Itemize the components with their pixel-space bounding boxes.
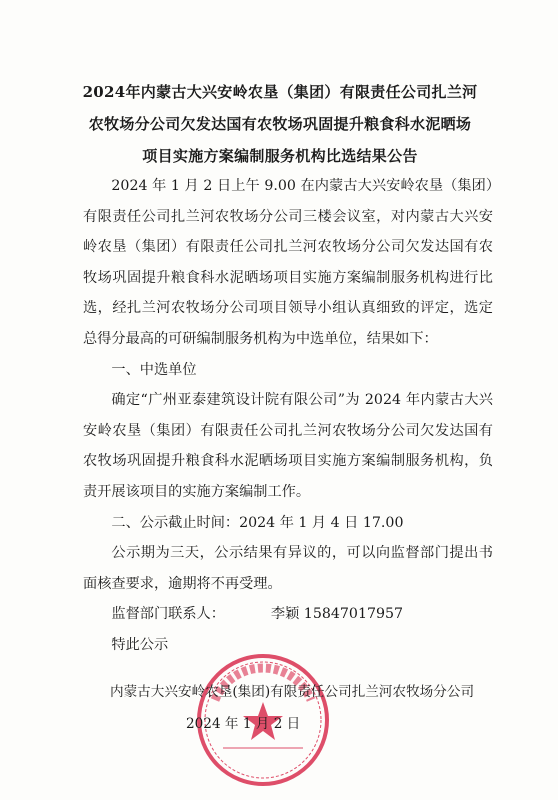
- contact-label: 监督部门联系人：: [111, 606, 225, 623]
- contact-value: 李颖 15847017957: [270, 606, 404, 623]
- section-1-paragraph: 确定“广州亚泰建筑设计院有限公司”为 2024 年内蒙古大兴安岭农垦（集团）有限责任公司扎兰河农牧场分公司欠发达国有农牧场巩固提升粮食科水泥晒场项目实施方案编制服务机构，负责开展该项目的实施方案编制工作。: [83, 392, 493, 500]
- title-line-1: 2024年内蒙古大兴安岭农垦（集团）有限责任公司扎兰河: [82, 83, 478, 101]
- closing-text: 特此公示: [111, 636, 169, 653]
- document-body: [83, 171, 493, 661]
- signature-company: 内蒙古大兴安岭农垦(集团)有限责任公司扎兰河农牧场分公司: [110, 684, 475, 700]
- section-2-heading: 二、公示截止时间：2024 年 1 月 4 日 17.00: [111, 514, 404, 531]
- title-line-3: 项目实施方案编制服务机构比选结果公告: [142, 147, 418, 165]
- signature-date: 2024 年 1 月 2 日: [186, 716, 301, 732]
- document-title: [60, 76, 500, 172]
- section-1-heading: 一、中选单位: [111, 361, 197, 378]
- section-2-paragraph: 公示期为三天，公示结果有异议的，可以向监督部门提出书面核查要求，逾期将不再受理。: [83, 545, 493, 592]
- contact-line: [83, 599, 493, 630]
- intro-paragraph: 2024 年 1 月 2 日上午 9.00 在内蒙古大兴安岭农垦（集团）有限责任公司扎兰河农牧场分公司三楼会议室，对内蒙古大兴安岭农垦（集团）有限责任公司扎兰河农牧场分公司欠发达国有农牧场巩固提升粮食科水泥晒场项目实施方案编制服务机构进行比选，经扎兰河农牧场分公司项目领导小组认真细致的评定，选定总得分最高的可研编制服务机构为中选单位，结果如下：: [83, 178, 493, 347]
- title-line-2: 农牧场分公司欠发达国有农牧场巩固提升粮食科水泥晒场: [88, 115, 472, 133]
